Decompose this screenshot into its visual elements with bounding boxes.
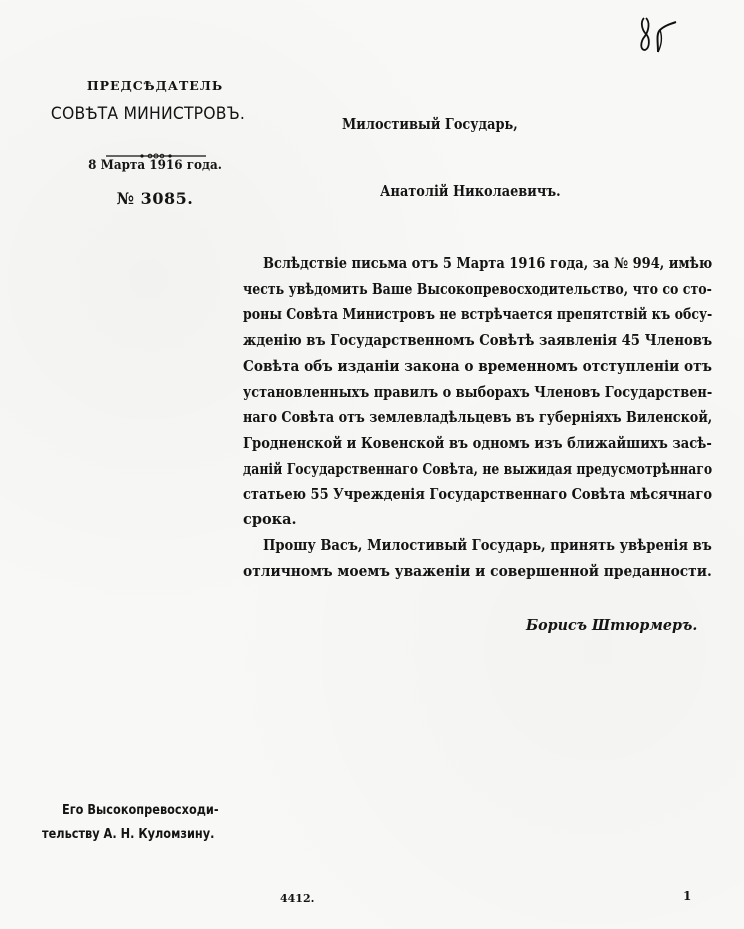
footer-page-number: 1 <box>683 889 692 903</box>
footer-print-code: 4412. <box>280 892 315 905</box>
body-line: роны Совѣта Министровъ не встрѣчается препятствій къ обсу- <box>243 306 713 323</box>
addressee-line-1: Его Высокопревосходи- <box>62 802 219 818</box>
letterhead-office: СОВѢТА МИНИСТРОВЪ. <box>50 104 246 124</box>
body-line: Прошу Васъ, Милостивый Государь, принять увѣренія въ <box>263 537 712 554</box>
body-line: даній Государственнаго Совѣта, не выжидая предусмотрѣннаго <box>243 461 713 478</box>
salutation-greeting: Милостивый Государь, <box>342 115 518 133</box>
body-line: наго Совѣта отъ землевладѣльцевъ въ губерніяхъ Виленской, <box>243 409 713 426</box>
body-line: Гродненской и Ковенской въ одномъ изъ ближайшихъ засѣ- <box>243 435 712 452</box>
body-line: жденію въ Государственномъ Совѣтѣ заявленія 45 Членовъ <box>243 332 713 349</box>
letterhead-title: ПРЕДСѢДАТЕЛЬ <box>86 78 224 93</box>
body-line: Совѣта объ изданіи закона о временномъ отступленіи отъ <box>243 358 713 375</box>
salutation-name: Анатолій Николаевичъ. <box>380 182 561 200</box>
signature: Борисъ Штюрмеръ. <box>526 616 698 634</box>
body-line: установленныхъ правилъ о выборахъ Членовъ Государствен- <box>243 384 713 401</box>
body-line: срока. <box>243 511 297 528</box>
body-line: отличномъ моемъ уваженіи и совершенной преданности. <box>243 563 712 580</box>
handwritten-folio-icon <box>636 8 686 58</box>
addressee-line-2: тельству А. Н. Куломзину. <box>42 826 215 842</box>
body-line: статьею 55 Учрежденія Государственнаго Совѣта мѣсячнаго <box>243 486 713 503</box>
letterhead-ornament <box>106 144 206 150</box>
body-line: честь увѣдомить Ваше Высокопревосходительство, что со сто- <box>243 281 712 298</box>
letter-date: 8 Марта 1916 года. <box>88 158 222 173</box>
body-line: Вслѣдствіе письма отъ 5 Марта 1916 года, за № 994, имѣю <box>263 255 713 272</box>
handwritten-folio-number <box>636 8 686 58</box>
letter-number: № 3085. <box>116 189 194 208</box>
